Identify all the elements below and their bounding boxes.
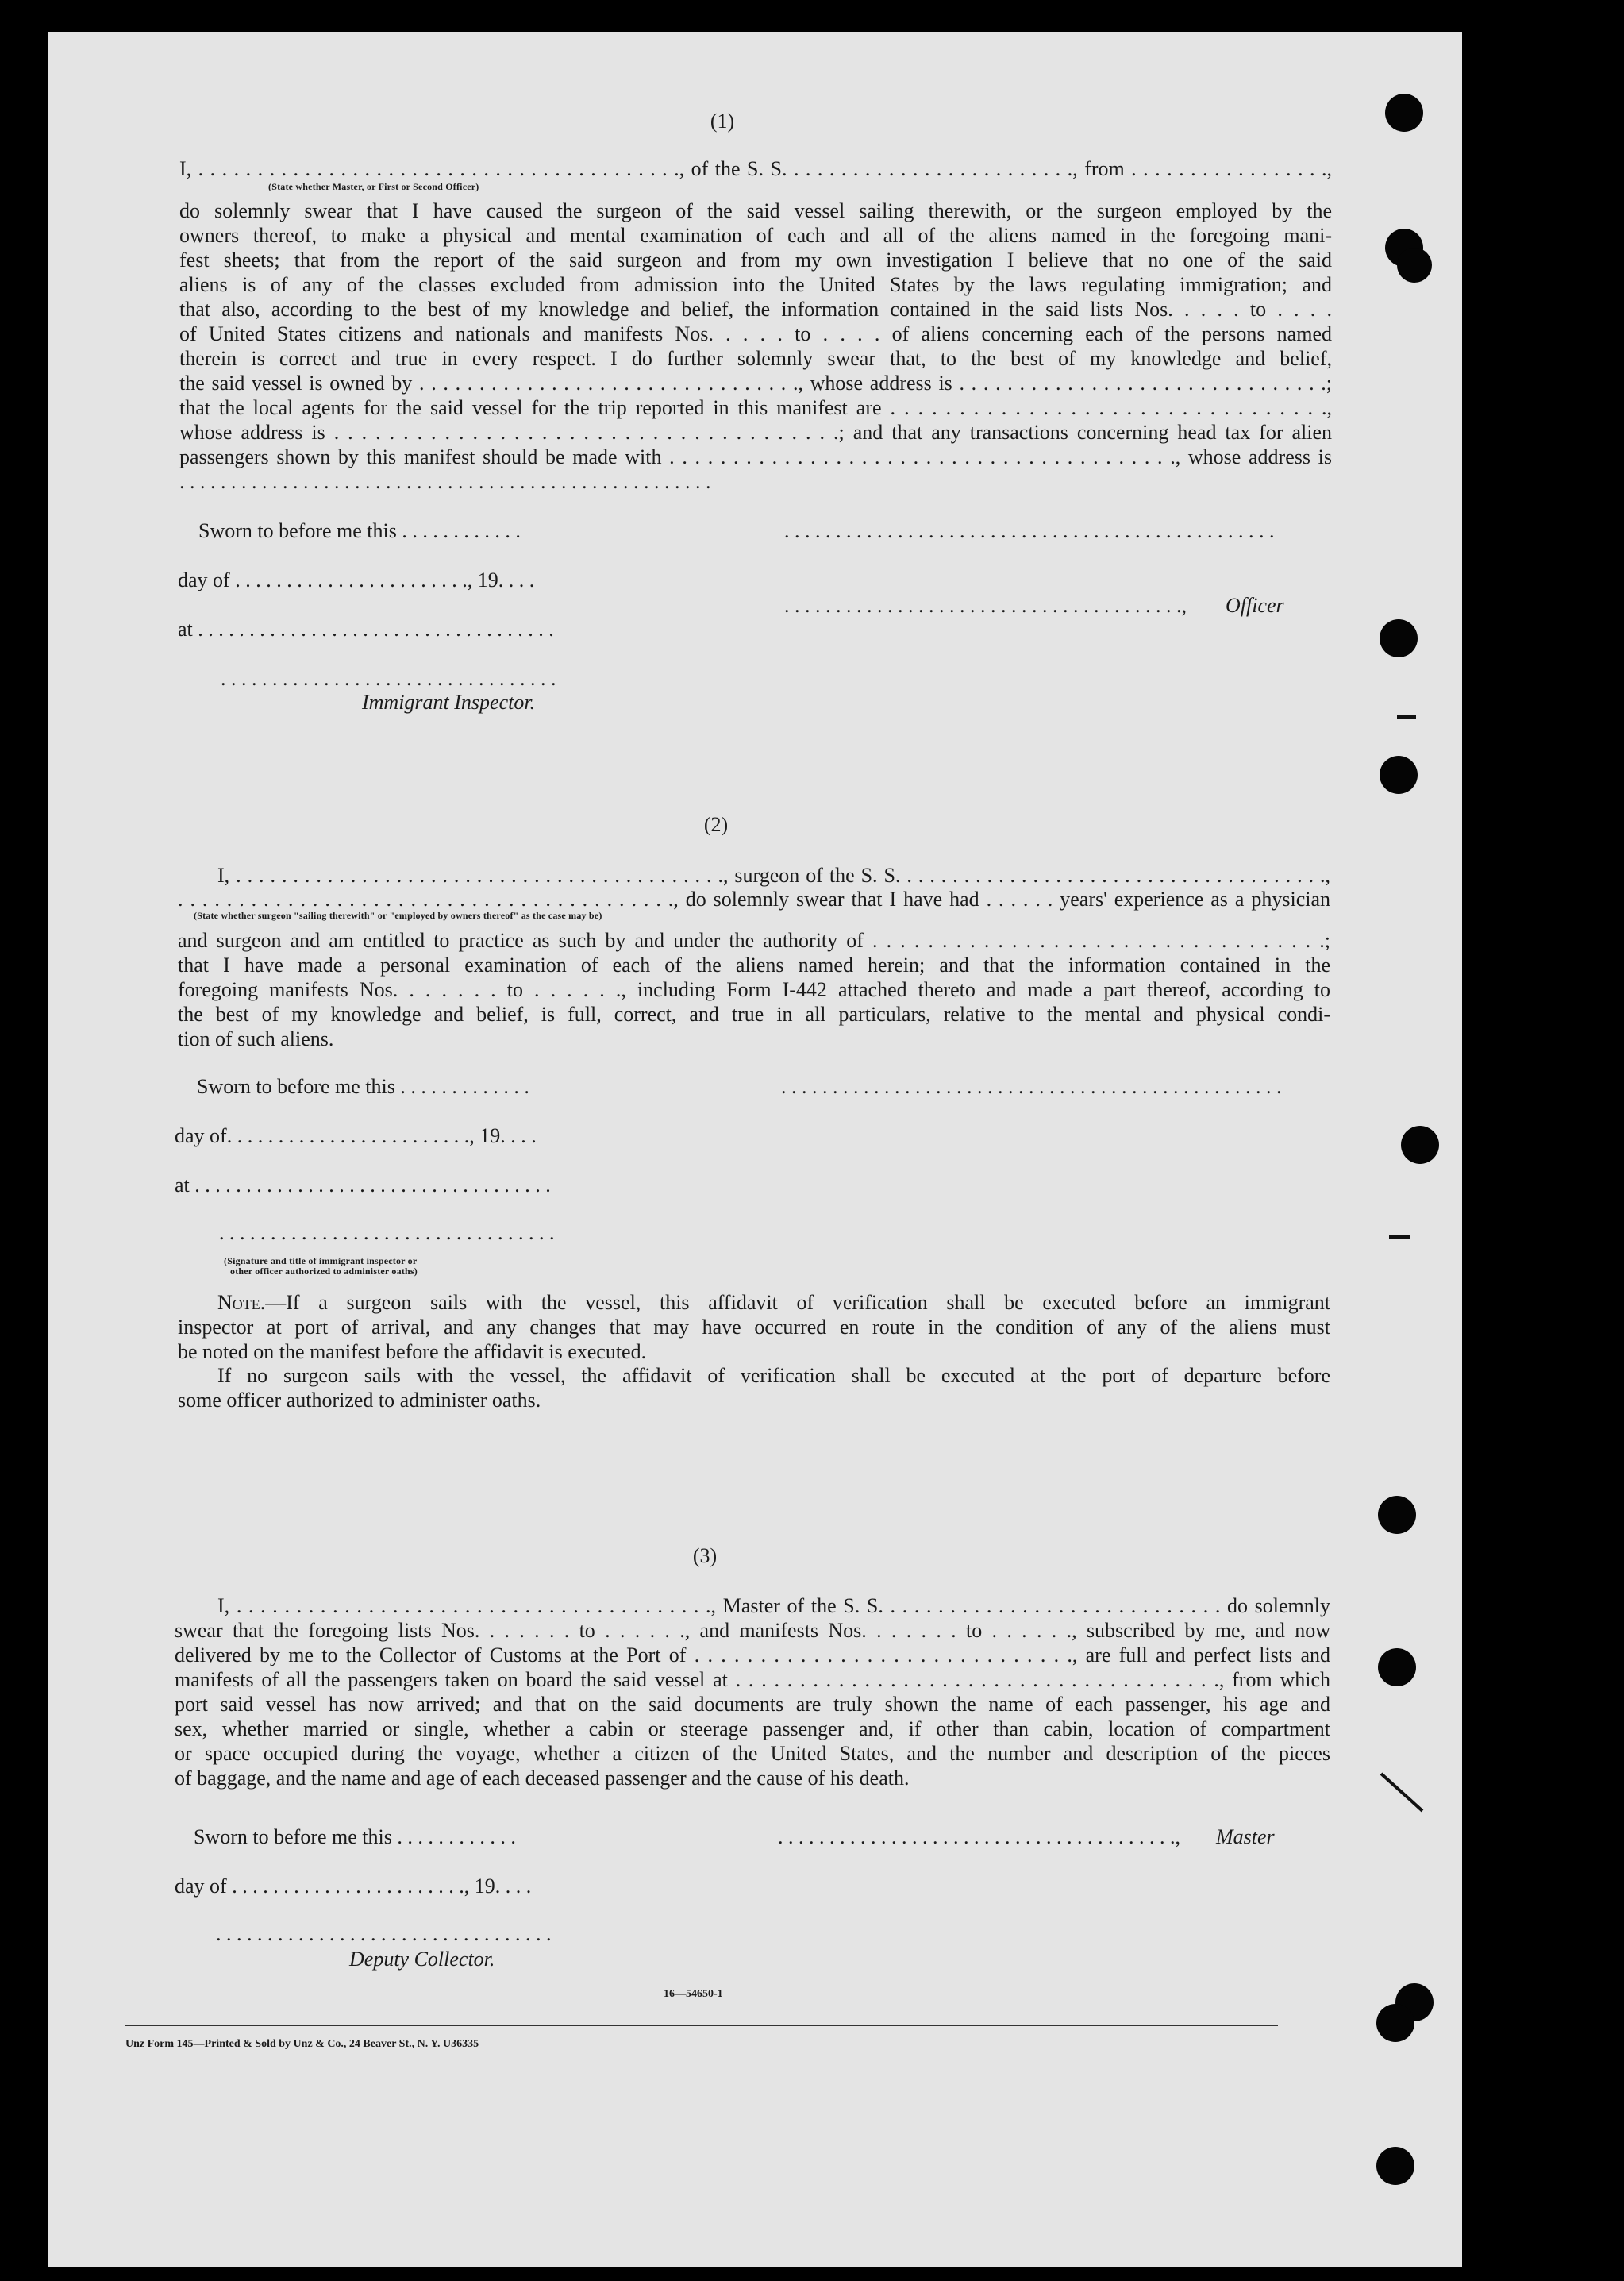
form-code: 16—54650-1	[664, 1988, 723, 2000]
s1-body-line: fest sheets; that from the report of the said surgeon and from my own investigation I believe that no one of the said	[179, 249, 1332, 272]
s1-officer-label: Officer	[1226, 594, 1284, 617]
section-1-number: (1)	[710, 110, 735, 133]
binder-hole	[1385, 94, 1423, 132]
s1-inspector-dots: . . . . . . . . . . . . . . . . . . . . . . . . . . . . . . . . .	[221, 667, 556, 690]
s3-body-last-line: of baggage, and the name and age of each deceased passenger and the cause of his death.	[175, 1767, 910, 1790]
note-text: —If a surgeon sails with the vessel, this affidavit of verification shall be executed before an immigrant	[265, 1291, 1330, 1314]
binder-hole	[1376, 2147, 1414, 2185]
s3-deputy-collector-label: Deputy Collector.	[349, 1948, 495, 1971]
s1-signature-dots: . . . . . . . . . . . . . . . . . . . . . . . . . . . . . . . . . . . . . . . . . . . . . . . .	[784, 519, 1275, 542]
binder-hole	[1397, 248, 1432, 283]
footer-rule	[125, 2025, 1278, 2026]
s1-body-last-line: . . . . . . . . . . . . . . . . . . . . . . . . . . . . . . . . . . . . . . . . . . . . . . . . . . . .	[179, 470, 711, 493]
s2-body-line: the best of my knowledge and belief, is full, correct, and true in all particulars, relative to the mental and physical condi-	[178, 1003, 1330, 1026]
s2-second-line: . . . . . . . . . . . . . . . . . . . . . . . . . . . . . . . . . . . . . . . . ., do solemnly swear that I have had . . . . . . years' experience as a physician	[178, 888, 1330, 911]
s3-body-line: sex, whether married or single, whether a cabin or steerage passenger and, if other than cabin, location of compartment	[175, 1717, 1330, 1740]
edge-mark	[1389, 1235, 1410, 1239]
binder-hole	[1401, 1126, 1439, 1164]
s2-note-line: If no surgeon sails with the vessel, the affidavit of verification shall be executed at the port of departure before	[217, 1364, 1330, 1387]
s1-body-line: do solemnly swear that I have caused the surgeon of the said vessel sailing therewith, or the surgeon employed by the	[179, 199, 1332, 222]
s3-body-line: port said vessel has now arrived; and that on the said documents are truly shown the name of each passenger, his age and	[175, 1693, 1330, 1716]
s1-at-line: at . . . . . . . . . . . . . . . . . . . . . . . . . . . . . . . . . . .	[178, 618, 554, 641]
s1-body-line: aliens is of any of the classes excluded from admission into the United States by the laws regulating immigration; and	[179, 273, 1332, 296]
s3-master-label: Master	[1216, 1825, 1275, 1848]
section-2-number: (2)	[703, 813, 729, 836]
s3-body-line: manifests of all the passengers taken on board the said vessel at . . . . . . . . . . . . . . . . . . . . . . . . . . . . . . . . . . . . . ., from which	[175, 1668, 1330, 1691]
printer-credit: Unz Form 145—Printed & Sold by Unz & Co., 24 Beaver St., N. Y. U36335	[125, 2038, 479, 2050]
s1-body-line: owners thereof, to make a physical and mental examination of each and all of the aliens named in the foregoing mani-	[179, 224, 1332, 247]
s2-body-line: that I have made a personal examination of each of the aliens named herein; and that the information contained in the	[178, 954, 1330, 977]
binder-hole	[1378, 1496, 1416, 1534]
edge-mark	[1397, 715, 1416, 719]
s3-day-of-line: day of . . . . . . . . . . . . . . . . . . . . . . ., 19. . . .	[175, 1875, 532, 1898]
s1-inspector-label: Immigrant Inspector.	[362, 691, 536, 714]
section-3-number: (3)	[692, 1544, 718, 1567]
binder-hole	[1376, 2004, 1414, 2042]
s1-body-line: that the local agents for the said vessel for the trip reported in this manifest are . . . . . . . . . . . . . . . . . . . . . . . . . . . . . . . .,	[179, 396, 1332, 419]
s1-body-line: that also, according to the best of my knowledge and belief, the information contained in the said lists Nos. . . . . to . . . .	[179, 298, 1332, 321]
edge-mark	[1380, 1773, 1424, 1813]
s2-day-of-line: day of. . . . . . . . . . . . . . . . . . . . . . . ., 19. . . .	[175, 1124, 537, 1147]
s2-note-line: inspector at port of arrival, and any changes that may have occurred en route in the condition of any of the aliens must	[178, 1316, 1330, 1339]
s3-body-line: swear that the foregoing lists Nos. . . . . . . to . . . . . ., and manifests Nos. . . . . . . to . . . . . ., subscribed by me, and now	[175, 1619, 1330, 1642]
s3-body-line: I, . . . . . . . . . . . . . . . . . . . . . . . . . . . . . . . . . . . . . . . ., Master of the S. S. . . . . . . . . . . . . . . . . . . . . . . . . . . . . do solemnly	[217, 1594, 1330, 1617]
s3-body-line: or space occupied during the voyage, whether a citizen of the United States, and the number and description of the pieces	[175, 1742, 1330, 1765]
binder-hole	[1378, 1648, 1416, 1686]
s2-signature-dots: . . . . . . . . . . . . . . . . . . . . . . . . . . . . . . . . . . . . . . . . . . . . . . . . .	[781, 1075, 1282, 1098]
s1-officer-dots: . . . . . . . . . . . . . . . . . . . . . . . . . . . . . . . . . . . . . . .,	[784, 594, 1187, 617]
s2-signature-line-dots: . . . . . . . . . . . . . . . . . . . . . . . . . . . . . . . . .	[219, 1221, 555, 1244]
s2-signature-note: other officer authorized to administer oaths)	[230, 1266, 418, 1277]
s1-sworn-line: Sworn to before me this . . . . . . . . . . . .	[198, 519, 521, 542]
s2-note-line: some officer authorized to administer oaths.	[178, 1389, 541, 1412]
s2-signature-note: (Signature and title of immigrant inspector or	[224, 1255, 418, 1266]
s1-opening-line: I, . . . . . . . . . . . . . . . . . . . . . . . . . . . . . . . . . . . . . . . . ., of the S. S. . . . . . . . . . . . . . . . . . . . . . . . ., from . . . . . . . . . . . . . . . . .,	[179, 157, 1332, 180]
s1-body-line: of United States citizens and nationals and manifests Nos. . . . . to . . . . of aliens concerning each of the persons named	[179, 322, 1332, 345]
s1-body-line: whose address is . . . . . . . . . . . . . . . . . . . . . . . . . . . . . . . . . . . . .; and that any transactions concerning head tax for alien	[179, 421, 1332, 444]
s2-sworn-line: Sworn to before me this . . . . . . . . . . . . .	[197, 1075, 529, 1098]
binder-hole	[1380, 756, 1418, 794]
s2-surgeon-note: (State whether surgeon "sailing therewith" or "employed by owners thereof" as the case may be)	[194, 910, 602, 921]
s2-at-line: at . . . . . . . . . . . . . . . . . . . . . . . . . . . . . . . . . . .	[175, 1173, 551, 1196]
manifest-affidavit-page	[48, 32, 1462, 2267]
s2-note-line: be noted on the manifest before the affidavit is executed.	[178, 1340, 647, 1363]
s1-officer-note: (State whether Master, or First or Second Officer)	[268, 181, 479, 192]
s3-collector-dots: . . . . . . . . . . . . . . . . . . . . . . . . . . . . . . . . .	[216, 1922, 552, 1945]
s3-master-dots: . . . . . . . . . . . . . . . . . . . . . . . . . . . . . . . . . . . . . . .,	[778, 1825, 1180, 1848]
s1-day-of-line: day of . . . . . . . . . . . . . . . . . . . . . . ., 19. . . .	[178, 568, 535, 591]
s3-sworn-line: Sworn to before me this . . . . . . . . . . . .	[194, 1825, 516, 1848]
s2-body-line: foregoing manifests Nos. . . . . . . to . . . . . ., including Form I-442 attached thereto and made a part thereof, according to	[178, 978, 1330, 1001]
s2-note-line-1	[217, 1290, 1330, 1315]
s2-body-line: and surgeon and am entitled to practice as such by and under the authority of . . . . . . . . . . . . . . . . . . . . . . . . . . . . . . . . .;	[178, 929, 1330, 952]
note-label: Note.	[217, 1291, 266, 1314]
s1-body-line: passengers shown by this manifest should be made with . . . . . . . . . . . . . . . . . . . . . . . . . . . . . . . . . . . . . . . ., whose address is	[179, 445, 1332, 468]
s2-opening-line: I, . . . . . . . . . . . . . . . . . . . . . . . . . . . . . . . . . . . . . . . . . . ., surgeon of the S. S. . . . . . . . . . . . . . . . . . . . . . . . . . . . . . . . . . . . . .,	[217, 864, 1330, 887]
s1-body-line: the said vessel is owned by . . . . . . . . . . . . . . . . . . . . . . . . . . . . . . . ., whose address is . . . . . . . . . . . . . . . . . . . . . . . . . . . . . . .;	[179, 372, 1332, 395]
s3-body-line: delivered by me to the Collector of Customs at the Port of . . . . . . . . . . . . . . . . . . . . . . . . . . . . ., are full and perfect lists and	[175, 1643, 1330, 1666]
s2-body-last-line: tion of such aliens.	[178, 1027, 334, 1050]
binder-hole	[1380, 619, 1418, 657]
s1-body-line: therein is correct and true in every respect. I do further solemnly swear that, to the best of my knowledge and belief,	[179, 347, 1332, 370]
